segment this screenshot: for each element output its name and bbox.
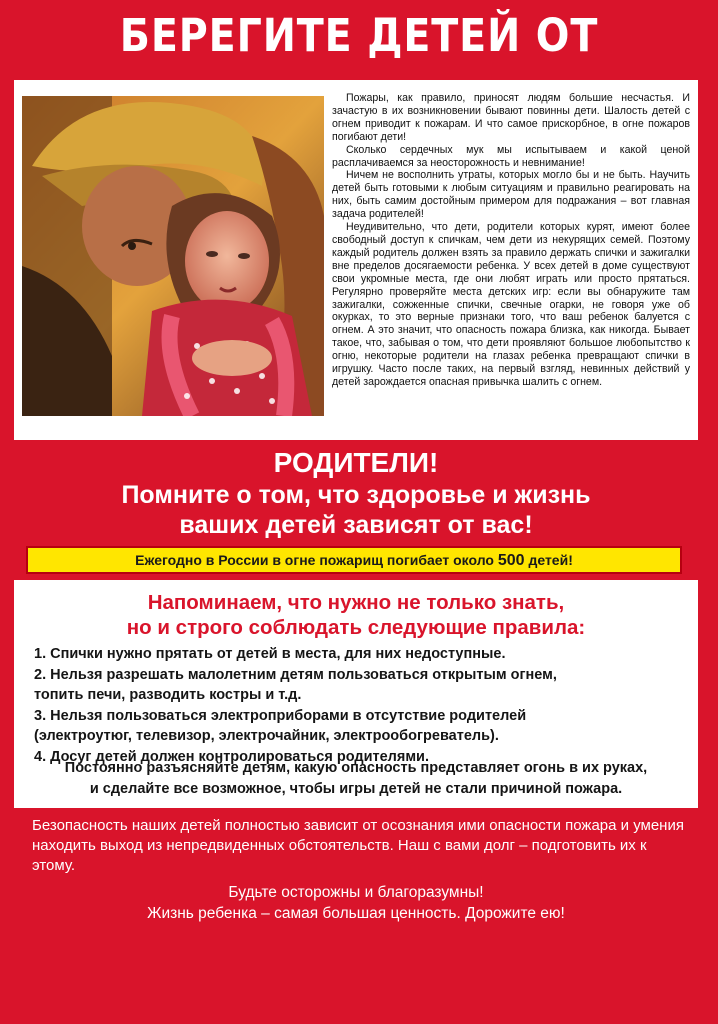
painting-illustration [22, 96, 324, 416]
cta-line-1: Будьте осторожны и благоразумны! [228, 884, 484, 901]
intro-text [332, 92, 690, 389]
statistic-number: 500 [497, 552, 525, 569]
poster-title: БЕРЕГИТЕ ДЕТЕЙ ОТ [119, 9, 599, 62]
rules-heading-line-1: Напоминаем, что нужно не только знать, [147, 591, 565, 614]
statistic-text-after: детей! [524, 552, 573, 568]
intro-panel [14, 80, 698, 440]
statistic-text-before: Ежегодно в России в огне пожарищ погибает около [135, 552, 498, 568]
safety-text: Безопасность наших детей полностью зависит от осознания ими опасности пожара и умения находить выход из непредвиденных обстоятельств. Наш с вами долг – подготовить их к этому. [32, 817, 684, 874]
parents-heading: РОДИТЕЛИ! [273, 447, 439, 478]
rule-item: 2. Нельзя разрешать малолетним детям пользоваться открытым огнем, [34, 666, 557, 683]
rules-panel [14, 580, 698, 808]
intro-paragraph: Сколько сердечных мук мы испытываем и какой ценой расплачиваемся за неосторожность и невнимание! [332, 143, 690, 169]
statistic-band [14, 540, 698, 580]
statistic-box [26, 546, 682, 574]
cta-line-2: Жизнь ребенка – самая большая ценность. Дорожите ею! [147, 905, 565, 922]
rule-item: (электроутюг, телевизор, электрочайник, электрообогреватель). [34, 728, 499, 744]
intro-paragraph: Неудивительно, что дети, родители которых курят, имеют более свободный доступ к спичкам, чем дети из некурящих семей. Поэтому каждый родитель должен взять за правило держать спички и зажигалки вне пределов досягаемости ребенка. У всех детей в доме существуют свои укромные места, где они любят играть или просто прятаться. Регулярно проверяйте места детских игр: если вы обнаружите там зажигалки, сожженные спички, свечные огарки, не говоря уже об окурках, то это верные признаки того, что ваш ребенок балуется с огнем. А это значит, что опасность пожара близка, как никогда. Бывает такое, что, забывая о том, что дети проявляют большое любопытство к огню, некоторые родители на глазах ребенка превращают спички в игрушку. Часто после таких, на первый взгляд, невинных действий у детей зарождается опасная привычка шалить с огнем. [332, 221, 690, 388]
parents-callout [14, 440, 698, 540]
rules-heading-line-2: но и строго соблюдать следующие правила: [126, 616, 586, 639]
closing-line-1: Постоянно разъясняйте детям, какую опасность представляет огонь в их руках, [64, 760, 648, 776]
firefighter-child-painting [22, 96, 324, 416]
call-to-action [14, 882, 698, 924]
parents-line-2: ваших детей зависят от вас! [179, 511, 533, 539]
intro-paragraph: Пожары, как правило, приносят людям большие несчастья. И зачастую в их возникновении бывают повинны дети. Шалость детей с огнем приводит к пожарам. И что самое прискорбное, в огне пожаров погибают дети! [332, 92, 690, 143]
rule-item: 3. Нельзя пользоваться электроприборами в отсутствие родителей [34, 707, 527, 724]
rules-list [34, 644, 684, 767]
safety-callout [14, 808, 698, 938]
closing-text [14, 758, 698, 799]
rule-item: топить печи, разводить костры и т.д. [34, 687, 302, 703]
intro-paragraph: Ничем не восполнить утраты, которых могло бы и не быть. Научить детей быть готовыми к любым ситуациям и правильно реагировать на них, быть самим достойным примером для подражания – вот главная задача родителей! [332, 169, 690, 221]
rules-heading [14, 590, 698, 640]
parents-line-1: Помните о том, что здоровье и жизнь [121, 481, 591, 509]
rule-item: 4. Досуг детей должен контролироваться родителями. [34, 748, 430, 765]
rule-item: 1. Спички нужно прятать от детей в места, для них недоступные. [34, 646, 506, 662]
closing-line-2: и сделайте все возможное, чтобы игры детей не стали причиной пожара. [89, 780, 623, 797]
